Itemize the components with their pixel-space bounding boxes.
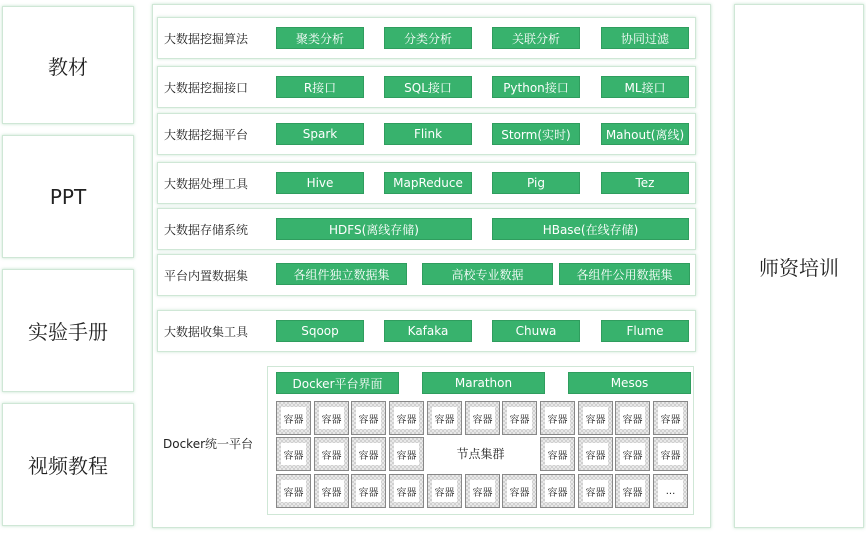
container-box [465,474,500,508]
container-box [314,401,349,435]
container-box [427,401,462,435]
container-label: 容器 [658,407,683,429]
container-label: 容器 [507,407,532,429]
textbook-label: 教材 [48,54,88,79]
layer-item: SQL接口 [384,76,472,98]
ppt-label: PPT [49,184,87,209]
container-label: 容器 [583,480,608,502]
lab-manual-card [2,269,134,392]
layer-item: 高校专业数据 [422,263,553,285]
layer-label: 平台内置数据集 [164,269,249,283]
container-box [578,437,613,471]
container-label: 容器 [356,443,381,465]
layer-label: 大数据挖掘平台 [164,128,249,142]
layer-item: Mahout(离线) [601,123,689,145]
layer-mining-algorithms [157,17,696,59]
container-box [653,401,688,435]
layer-collection-tools [157,310,696,352]
teacher-training-card [734,4,864,528]
layer-item: 协同过滤 [601,27,689,49]
layer-item: Pig [492,172,580,194]
container-box [276,474,311,508]
container-label: 容器 [394,443,419,465]
container-box [540,401,575,435]
layer-item: HBase(在线存储) [492,218,689,240]
container-label: 容器 [319,407,344,429]
layer-item: 各组件独立数据集 [276,263,407,285]
layer-item: Spark [276,123,364,145]
layer-item: ML接口 [601,76,689,98]
container-label: 容器 [394,407,419,429]
container-box [540,474,575,508]
container-label: 容器 [281,480,306,502]
layer-item: Sqoop [276,320,364,342]
docker-platform-label: Docker统一平台 [163,437,254,451]
container-box [427,474,462,508]
container-box [653,437,688,471]
container-label: 容器 [545,443,570,465]
layer-label: 大数据挖掘接口 [164,81,249,95]
layer-mining-interfaces [157,66,696,108]
container-label: 容器 [319,480,344,502]
container-label: 容器 [507,480,532,502]
more-containers [653,474,688,508]
container-box [615,437,650,471]
layer-item: Hive [276,172,364,194]
container-box [314,474,349,508]
container-box [465,401,500,435]
layer-label: 大数据挖掘算法 [164,32,249,46]
layer-item: Flume [601,320,689,342]
video-tutorial-card [2,403,134,526]
container-box [389,401,424,435]
container-box [389,474,424,508]
video-tutorial-label: 视频教程 [28,454,108,478]
layer-storage-systems [157,208,696,250]
layer-item: Chuwa [492,320,580,342]
container-box [276,401,311,435]
layer-item: MapReduce [384,172,472,194]
container-label: 容器 [432,480,457,502]
container-box [351,437,386,471]
more-label: ... [658,480,683,502]
lab-manual-label: 实验手册 [28,320,108,344]
layer-processing-tools [157,162,696,204]
container-label: 容器 [356,480,381,502]
container-box [578,474,613,508]
layer-item: HDFS(离线存储) [276,218,472,240]
docker-ui-box: Docker平台界面 [276,372,399,394]
node-cluster-label: 节点集群 [456,446,505,461]
container-label: 容器 [281,407,306,429]
container-label: 容器 [658,443,683,465]
container-label: 容器 [620,443,645,465]
layer-item: Tez [601,172,689,194]
container-box [502,401,537,435]
container-box [540,437,575,471]
container-label: 容器 [319,443,344,465]
layer-item: 分类分析 [384,27,472,49]
layer-label: 大数据处理工具 [164,177,249,191]
layer-item: 各组件公用数据集 [559,263,690,285]
layer-builtin-datasets [157,254,696,296]
teacher-training-label: 师资培训 [759,255,839,280]
container-box [578,401,613,435]
container-label: 容器 [583,407,608,429]
layer-item: 关联分析 [492,27,580,49]
layer-item: Storm(实时) [492,123,580,145]
container-box [615,474,650,508]
container-box [351,401,386,435]
mesos-box: Mesos [568,372,691,394]
layer-label: 大数据存储系统 [164,223,249,237]
layer-item: Python接口 [492,76,580,98]
container-label: 容器 [432,407,457,429]
container-label: 容器 [356,407,381,429]
layer-item: 聚类分析 [276,27,364,49]
container-label: 容器 [394,480,419,502]
marathon-box: Marathon [422,372,545,394]
textbook-card [2,6,134,124]
container-label: 容器 [545,407,570,429]
layer-mining-platforms [157,113,696,155]
container-label: 容器 [470,407,495,429]
container-label: 容器 [620,407,645,429]
container-box [276,437,311,471]
layer-item: R接口 [276,76,364,98]
container-box [314,437,349,471]
layer-item: Flink [384,123,472,145]
container-label: 容器 [620,480,645,502]
container-box [615,401,650,435]
container-box [351,474,386,508]
layer-item: Kafaka [384,320,472,342]
container-label: 容器 [281,443,306,465]
container-box [389,437,424,471]
container-label: 容器 [583,443,608,465]
layer-label: 大数据收集工具 [164,325,249,339]
container-label: 容器 [470,480,495,502]
container-box [502,474,537,508]
container-label: 容器 [545,480,570,502]
ppt-card [2,135,134,258]
